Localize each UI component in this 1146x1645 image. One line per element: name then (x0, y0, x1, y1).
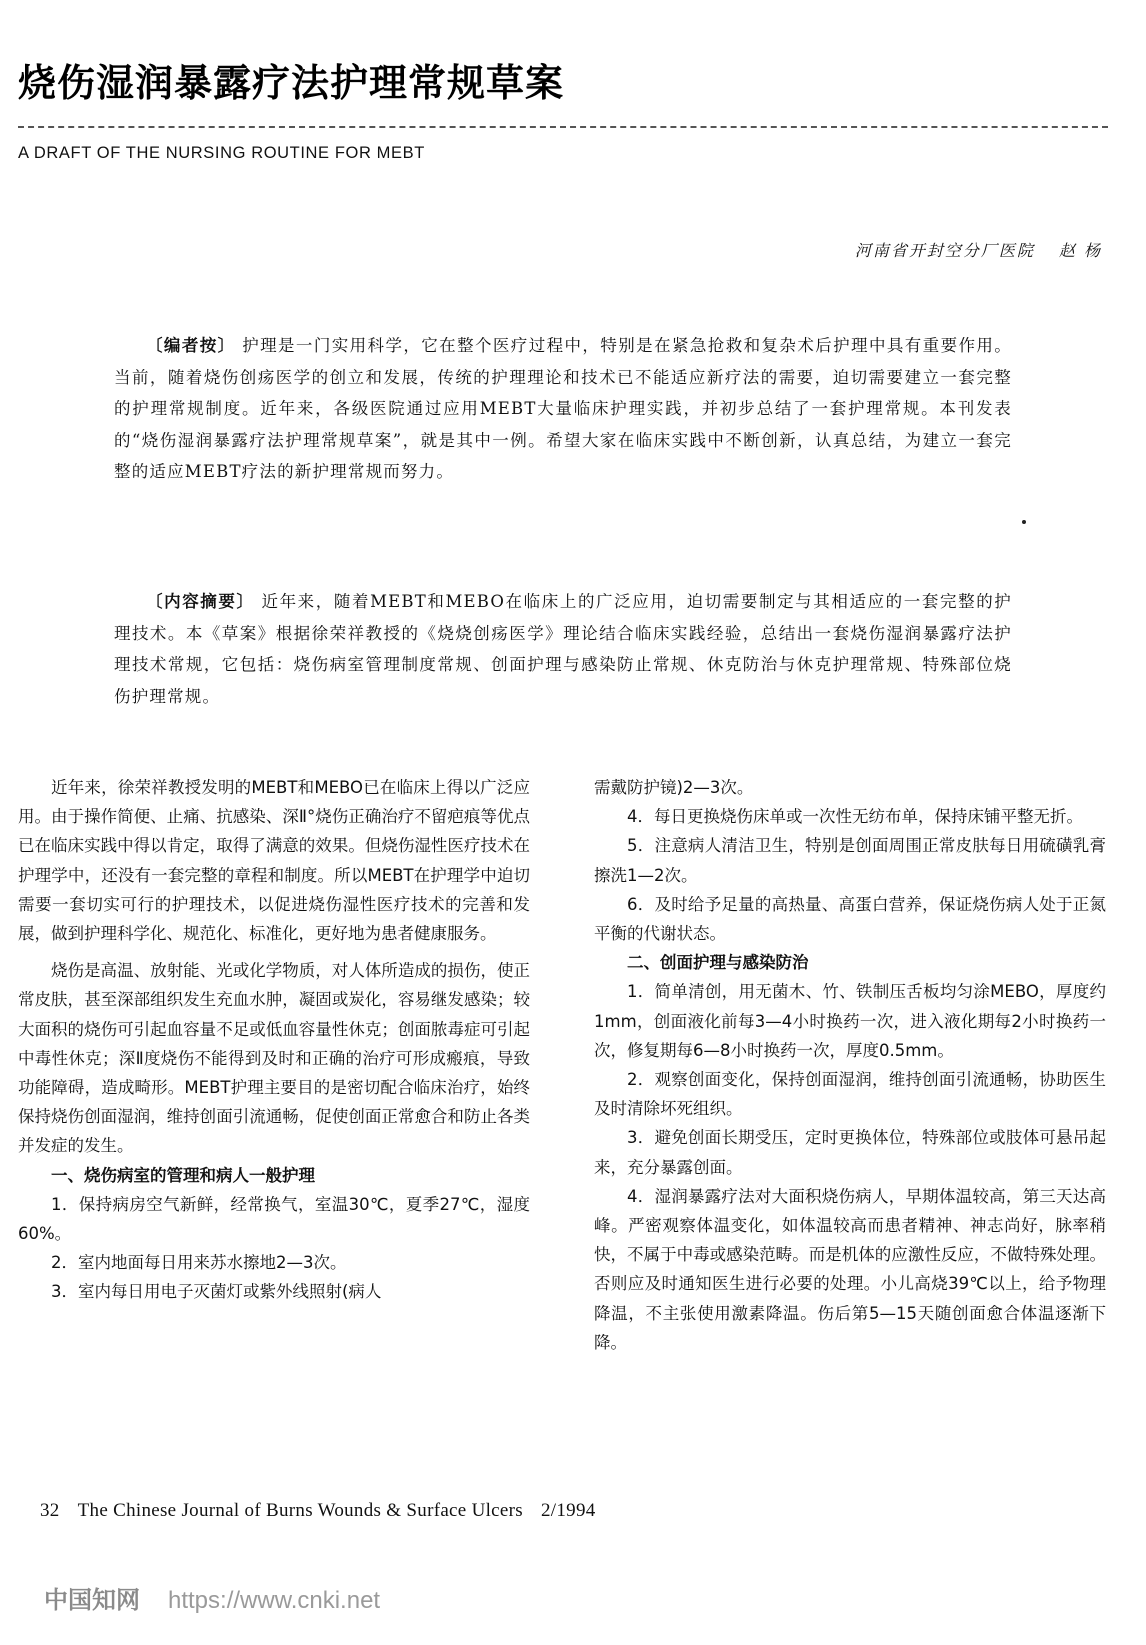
journal-name: The Chinese Journal of Burns Wounds & Surface Ulcers (77, 1500, 523, 1521)
page-number: 32 (40, 1500, 60, 1521)
issue-number: 2/1994 (540, 1500, 596, 1521)
list-item: 5．注意病人清洁卫生，特别是创面周围正常皮肤每日用硫磺乳膏擦洗1—2次。 (594, 836, 1106, 885)
watermark-brand: 中国知网 (44, 1587, 140, 1614)
abstract-tag: 〔内容摘要〕 (146, 592, 255, 611)
list-item: 2．观察创面变化，保持创面湿润，维持创面引流通畅，协助医生及时清除坏死组织。 (594, 1070, 1106, 1119)
editor-note-tag: 〔编者按〕 (146, 336, 236, 355)
cnki-watermark (44, 1580, 380, 1615)
editor-note (114, 330, 1012, 488)
body-left-column (18, 773, 530, 1307)
author-name: 赵 杨 (1058, 241, 1102, 260)
title-divider (18, 126, 1108, 128)
english-subtitle: A DRAFT OF THE NURSING ROUTINE FOR MEBT (18, 144, 425, 162)
list-item: 4．湿润暴露疗法对大面积烧伤病人，早期体温较高，第三天达高峰。严密观察体温变化，如体温较高而患者精神、神志尚好，脉率稍快，不属于中毒或感染范畴。而是机体的应激性反应，不做特殊处理。否则应及时通知医生进行必要的处理。小儿高烧39℃以上，给予物理降温，不主张使用激素降温。伤后第5—15天随创面愈合体温逐渐下降。 (594, 1186, 1106, 1352)
section-heading-1: 一、烧伤病室的管理和病人一般护理 (51, 1165, 315, 1185)
page-footer (40, 1500, 614, 1522)
section-heading-2: 二、创面护理与感染防治 (627, 953, 809, 973)
abstract-text: 近年来，随着MEBT和MEBO在临床上的广泛应用，迫切需要制定与其相适应的一套完整的护理技术。本《草案》根据徐荣祥教授的《烧烧创疡医学》理论结合临床实践经验，总结出一套烧伤湿润暴露疗法护理技术常规，它包括：烧伤病室管理制度常规、创面护理与感染防止常规、休克防治与休克护理常规、特殊部位烧伤护理常规。 (114, 592, 1012, 706)
author-affiliation: 河南省开封空分厂医院 (854, 241, 1035, 260)
list-item: 1．保持病房空气新鲜，经常换气，室温30℃，夏季27℃，湿度60%。 (18, 1194, 530, 1244)
paragraph: 烧伤是高温、放射能、光或化学物质，对人体所造成的损伤，使正常皮肤，甚至深部组织发生充血水肿，凝固或炭化，容易继发感染；较大面积的烧伤可引起血容量不足或低血容量性休克；创面脓毒症可引起中毒性休克；深Ⅱ度烧伤不能得到及时和正确的治疗可形成瘢痕，导致功能障碍，造成畸形。MEBT护理主要目的是密切配合临床治疗，始终保持烧伤创面湿润，维持创面引流通畅，促使创面正常愈合和防止各类并发症的发生。 (18, 961, 530, 1156)
list-item: 3．避免创面长期受压，定时更换体位，特殊部位或肢体可悬吊起来，充分暴露创面。 (594, 1128, 1106, 1177)
author-line (831, 238, 1102, 261)
list-item: 6．及时给予足量的高热量、高蛋白营养，保证烧伤病人处于正氮平衡的代谢状态。 (594, 894, 1106, 944)
abstract (114, 586, 1012, 712)
paragraph: 近年来，徐荣祥教授发明的MEBT和MEBO已在临床上得以广泛应用。由于操作简便、止痛、抗感染、深Ⅱ°烧伤正确治疗不留疤痕等优点已在临床实践中得以肯定，取得了满意的效果。但烧伤湿性医疗技术在护理学中，还没有一套完整的章程和制度。所以MEBT在护理学中迫切需要一套切实可行的护理技术，以促进烧伤湿性医疗技术的完善和发展，做到护理科学化、规范化、标准化，更好地为患者健康服务。 (18, 778, 530, 944)
list-item: 2．室内地面每日用来苏水擦地2—3次。 (51, 1253, 347, 1273)
list-item: 1．简单清创，用无菌木、竹、铁制压舌板均匀涂MEBO，厚度约1mm，创面液化前每3—4小时换药一次，进入液化期每2小时换药一次，修复期每6—8小时换药一次，厚度0.5mm。 (594, 982, 1106, 1060)
article-title: 烧伤湿润暴露疗法护理常规草案 (18, 61, 565, 105)
editor-note-text: 护理是一门实用科学，它在整个医疗过程中，特别是在紧急抢救和复杂术后护理中具有重要作用。当前，随着烧伤创疡医学的创立和发展，传统的护理理论和技术已不能适应新疗法的需要，迫切需要建立一套完整的护理常规制度。近年来，各级医院通过应用MEBT大量临床护理实践，并初步总结了一套护理常规。本刊发表的“烧伤湿润暴露疗法护理常规草案”，就是其中一例。希望大家在临床实践中不断创新，认真总结，为建立一套完整的适应MEBT疗法的新护理常规而努力。 (114, 336, 1012, 481)
list-item-continuation: 需戴防护镜)2—3次。 (594, 778, 754, 797)
list-item: 4．每日更换烧伤床单或一次性无纺布单，保持床铺平整无折。 (627, 807, 1083, 827)
stray-dot (1022, 520, 1026, 524)
watermark-url: https://www.cnki.net (168, 1587, 381, 1614)
list-item: 3．室内每日用电子灭菌灯或紫外线照射(病人 (51, 1282, 382, 1302)
body-right-column (594, 773, 1106, 1357)
